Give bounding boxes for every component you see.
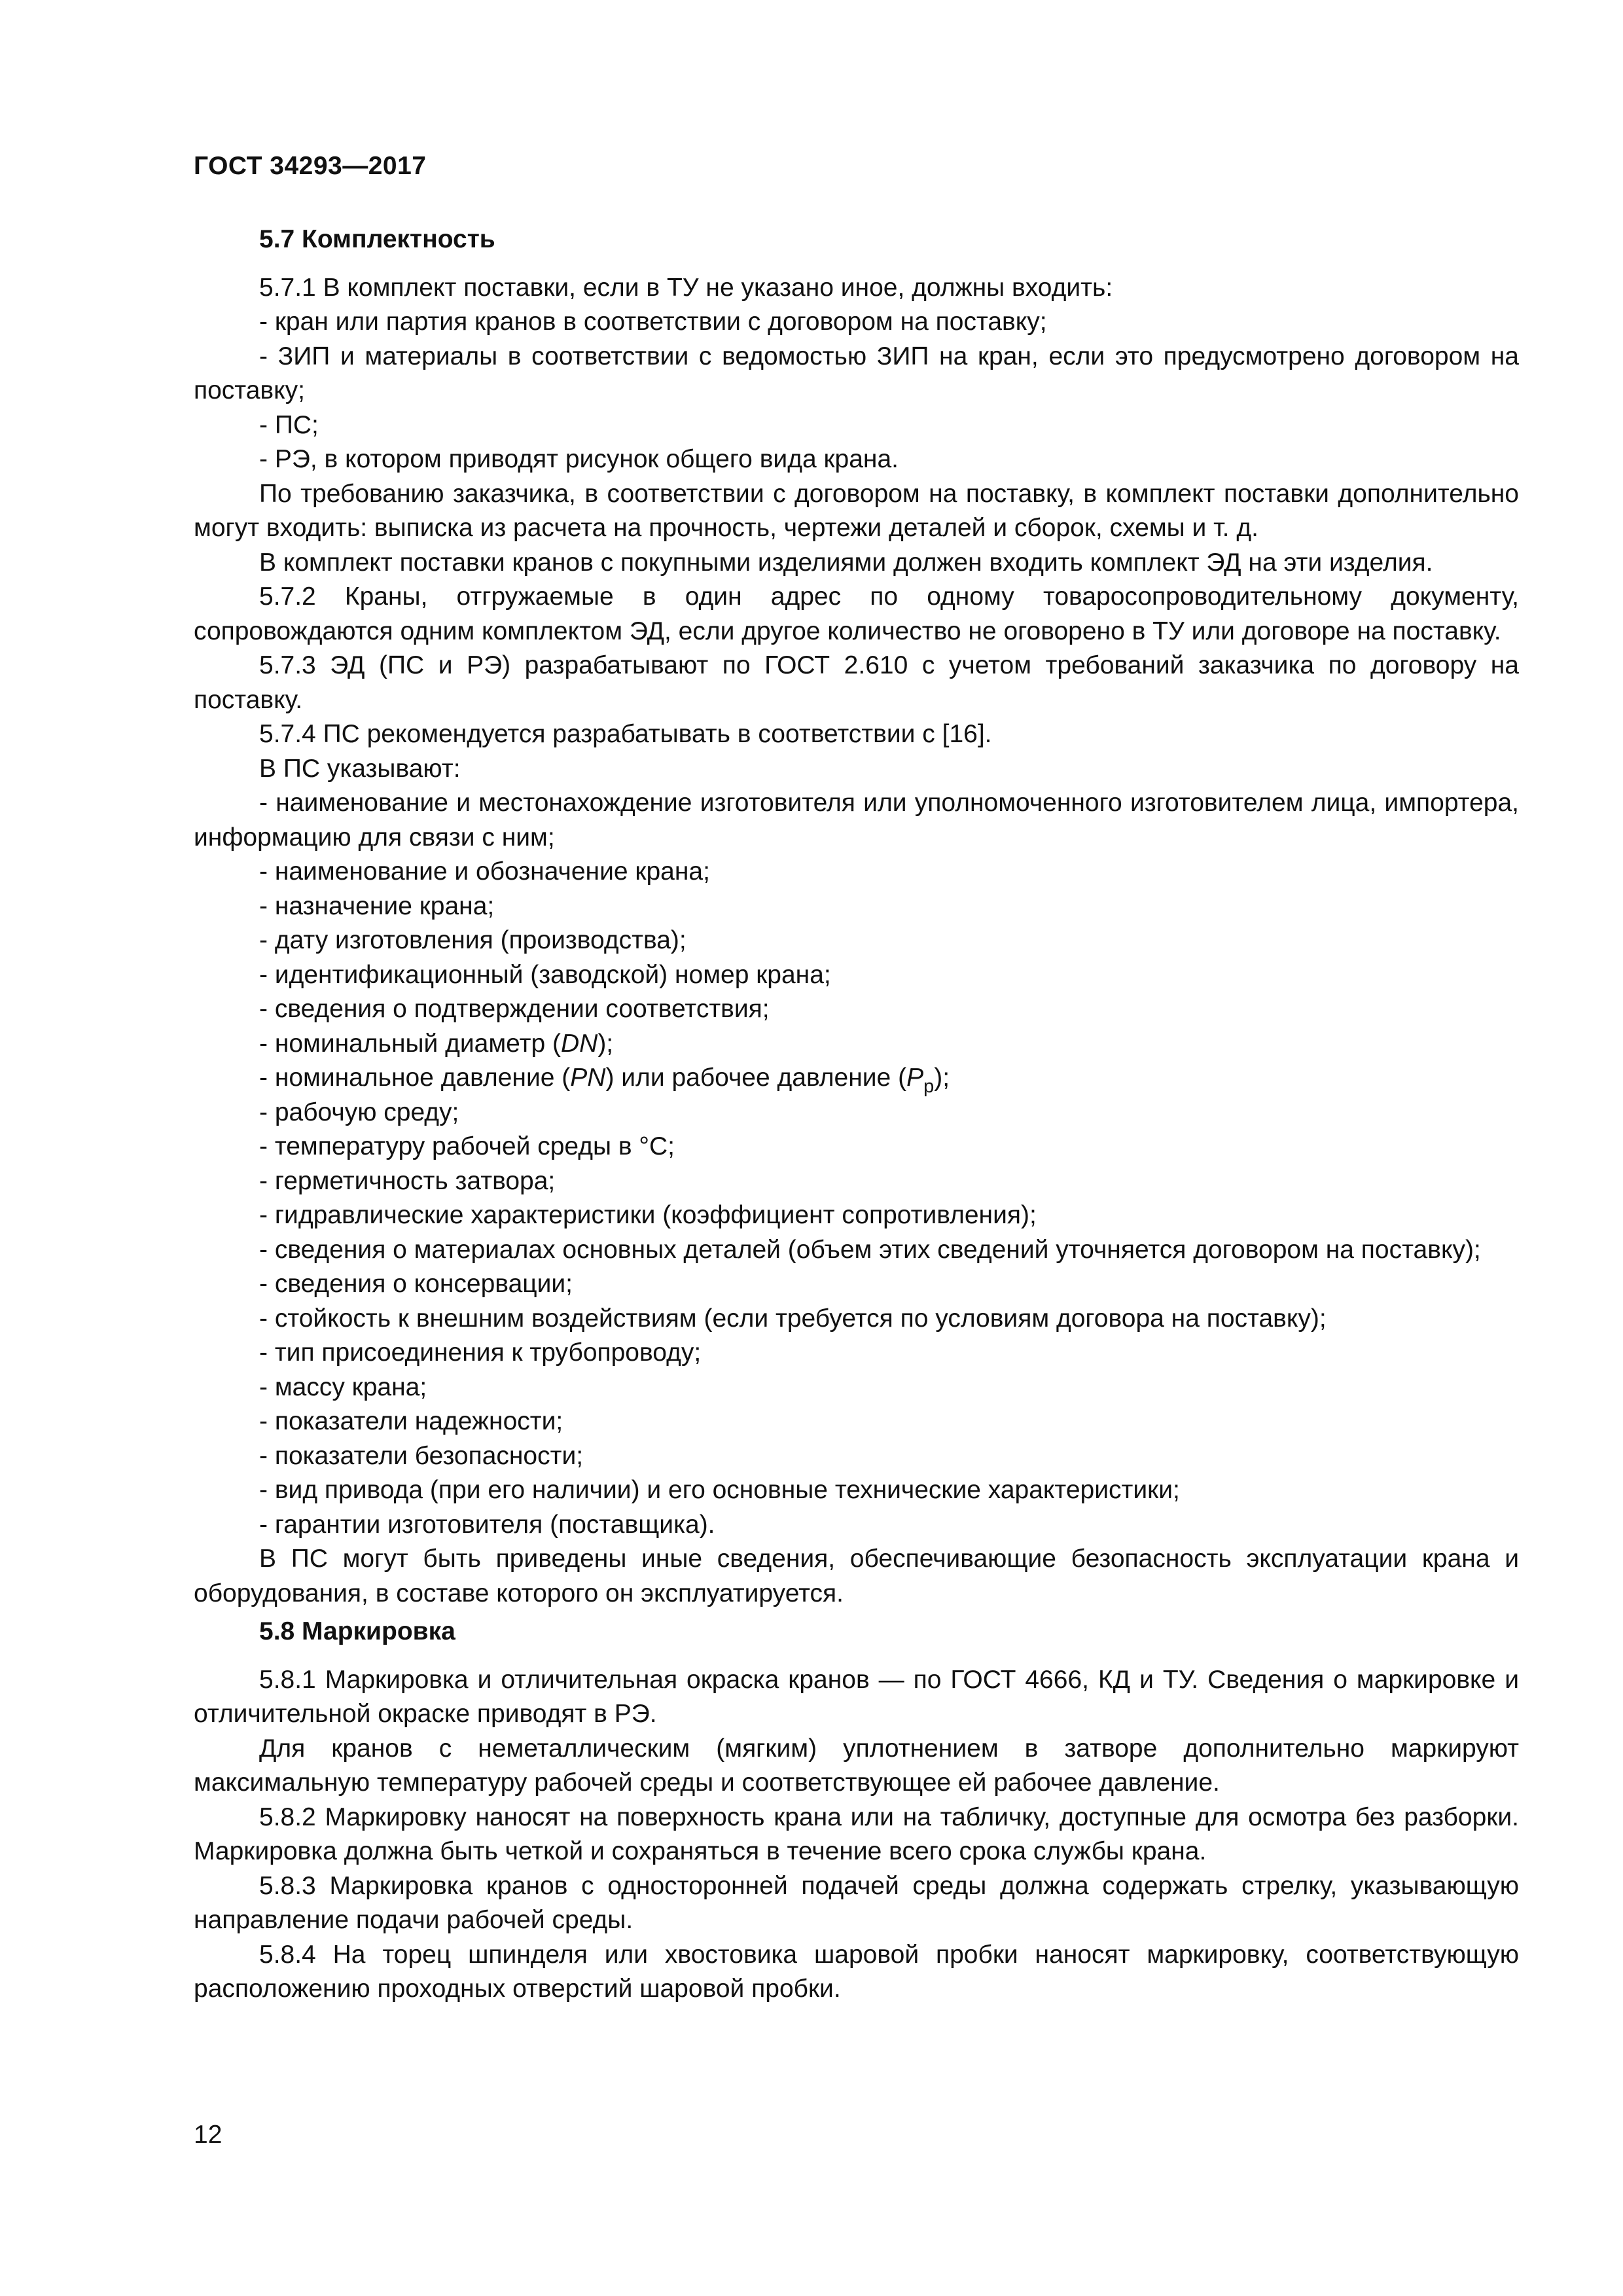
paragraph-5-8-1: 5.8.1 Маркировка и отличительная окраска кранов — по ГОСТ 4666, КД и ТУ. Сведения о маркировке и отличительной окраске приводят в РЭ. bbox=[194, 1665, 1519, 1728]
list-item bbox=[194, 1061, 1519, 1096]
dn-symbol: DN bbox=[560, 1029, 598, 1058]
list-item-text: ) или рабочее давление ( bbox=[605, 1064, 907, 1092]
list-item: - показатели безопасности; bbox=[259, 1441, 584, 1470]
list-item: - вид привода (при его наличии) и его основные технические характеристики; bbox=[259, 1476, 1180, 1504]
list-item-text: - номинальный диаметр ( bbox=[259, 1029, 561, 1058]
list-item: - наименование и обозначение крана; bbox=[259, 857, 710, 886]
paragraph-5-7-1: 5.7.1 В комплект поставки, если в ТУ не указано иное, должны входить: bbox=[259, 273, 1113, 302]
list-item-text: - номинальное давление ( bbox=[259, 1064, 571, 1092]
list-item: - стойкость к внешним воздействиям (если требуется по условиям договора на поставку); bbox=[259, 1304, 1327, 1333]
paragraph-5-8-4: 5.8.4 На торец шпинделя или хвостовика шаровой пробки наносят маркировку, соответствующую расположению проходных отверстий шаровой пробки. bbox=[194, 1940, 1519, 2003]
paragraph-purchased-items: В комплект поставки кранов с покупными изделиями должен входить комплект ЭД на эти изделия. bbox=[259, 548, 1433, 577]
paragraph-5-7-2: 5.7.2 Краны, отгружаемые в один адрес по одному товаросопроводительному документу, сопровождаются одним комплектом ЭД, если другое количество не оговорено в ТУ или договоре на поставку. bbox=[194, 583, 1519, 645]
document-body bbox=[194, 223, 1519, 2007]
list-item: - РЭ, в котором приводят рисунок общего вида крана. bbox=[259, 445, 899, 473]
list-item: - гидравлические характеристики (коэффициент сопротивления); bbox=[259, 1201, 1037, 1229]
paragraph-ps-other-info: В ПС могут быть приведены иные сведения, обеспечивающие безопасность эксплуатации крана и оборудования, в составе которого он эксплуатируется. bbox=[194, 1545, 1519, 1607]
paragraph-5-8-2: 5.8.2 Маркировку наносят на поверхность крана или на табличку, доступные для осмотра без разборки. Маркировка должна быть четкой и сохраняться в течение всего срока службы крана. bbox=[194, 1803, 1519, 1865]
list-item: - идентификационный (заводской) номер крана; bbox=[259, 960, 831, 989]
list-item: - ПС; bbox=[259, 410, 319, 439]
list-item: - дату изготовления (производства); bbox=[259, 926, 687, 954]
list-item-text: ); bbox=[597, 1029, 614, 1058]
paragraph-ps-contents: В ПС указывают: bbox=[259, 754, 461, 783]
section-5-7-heading: 5.7 Комплектность bbox=[259, 225, 495, 253]
list-item: - рабочую среду; bbox=[259, 1098, 459, 1126]
pressure-symbol: P bbox=[906, 1064, 924, 1092]
pressure-subscript: р bbox=[923, 1076, 935, 1097]
section-5-8-heading: 5.8 Маркировка bbox=[259, 1617, 455, 1645]
list-item: - показатели надежности; bbox=[259, 1407, 563, 1435]
page-number: 12 bbox=[194, 2121, 223, 2149]
paragraph-5-8-3: 5.8.3 Маркировка кранов с односторонней подачей среды должна содержать стрелку, указывающую направление подачи рабочей среды. bbox=[194, 1871, 1519, 1934]
list-item: - ЗИП и материалы в соответствии с ведомостью ЗИП на кран, если это предусмотрено договором на поставку; bbox=[194, 342, 1519, 404]
list-item: - массу крана; bbox=[259, 1372, 427, 1401]
list-item: - наименование и местонахождение изготовителя или уполномоченного изготовителем лица, импортера, информацию для связи с ним; bbox=[194, 789, 1519, 852]
list-item: - сведения о материалах основных деталей (объем этих сведений уточняется договором на поставку); bbox=[259, 1235, 1481, 1264]
list-item: - сведения о консервации; bbox=[259, 1270, 573, 1298]
paragraph-customer-request: По требованию заказчика, в соответствии с договором на поставку, в комплект поставки дополнительно могут входить: выписка из расчета на прочность, чертежи деталей и сборок, схемы и т. д. bbox=[194, 479, 1519, 542]
list-item: - тип присоединения к трубопроводу; bbox=[259, 1338, 702, 1367]
list-item: - сведения о подтверждении соответствия; bbox=[259, 995, 770, 1023]
list-item: - кран или партия кранов в соответствии с договором на поставку; bbox=[259, 308, 1047, 336]
list-item: - гарантии изготовителя (поставщика). bbox=[259, 1510, 715, 1539]
pn-symbol: PN bbox=[570, 1064, 606, 1092]
list-item: - назначение крана; bbox=[259, 891, 495, 920]
list-item bbox=[194, 1027, 1519, 1062]
list-item-text: ); bbox=[934, 1064, 950, 1092]
paragraph-5-7-3: 5.7.3 ЭД (ПС и РЭ) разрабатывают по ГОСТ 2.610 с учетом требований заказчика по договору на поставку. bbox=[194, 651, 1519, 714]
document-code: ГОСТ 34293—2017 bbox=[194, 152, 427, 180]
paragraph-soft-seal: Для кранов с неметаллическим (мягким) уплотнением в затворе дополнительно маркируют максимальную температуру рабочей среды и соответствующее ей рабочее давление. bbox=[194, 1734, 1519, 1797]
list-item: - герметичность затвора; bbox=[259, 1166, 556, 1195]
paragraph-5-7-4: 5.7.4 ПС рекомендуется разрабатывать в соответствии с [16]. bbox=[259, 720, 992, 748]
list-item: - температуру рабочей среды в °С; bbox=[259, 1132, 675, 1160]
